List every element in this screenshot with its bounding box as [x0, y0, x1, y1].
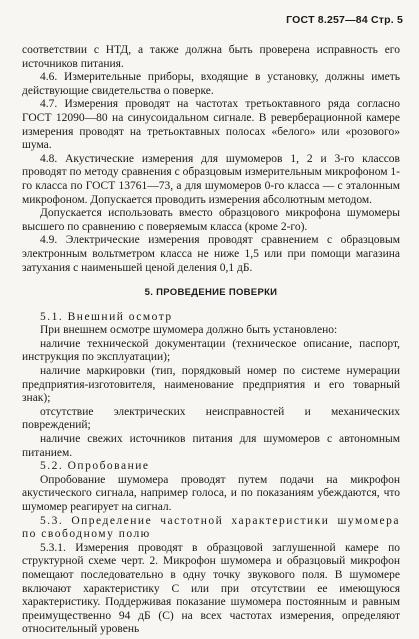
paragraph-4-9: 4.9. Электрические измерения проводят сравнением с образцовым электронным вольтметром класса не ниже 1,5 или при помощи магазина затухания с наименьшей ценой деления 0,1 дБ. [22, 234, 400, 274]
subsection-5-3-1-text: 5.3.1. Измерения проводят в образцовой заглушенной камере по структурной схеме черт. 2. Микрофон шумомера и образцовый микрофон помещают последовательно в одну точку звукового поля. В шумомере включают характеристику С или при отсутствии ее имеющуюся характеристику. Поддерживая показание шумомера постоянным и равным преимущественно 94 дБ (С) на всех частотах измерения, определяют относительный уровень [22, 541, 400, 636]
section-title: 5. ПРОВЕДЕНИЕ ПОВЕРКИ [144, 287, 278, 299]
list-item: отсутствие электрических неисправностей и механических повреждений; [22, 405, 400, 432]
paragraph-4-6: 4.6. Измерительные приборы, входящие в установку, должны иметь действующие свидетельства о поверке. [22, 71, 400, 97]
subsection-5-1-heading: 5.1. Внешний осмотр [40, 310, 173, 323]
document-body [22, 44, 400, 637]
paragraph-continuation: соответствии с НТД, а также должна быть проверена исправность его источников питания. [22, 44, 400, 70]
list-item: наличие маркировки (тип, порядковый номер по системе нумерации предприятия-изготовителя, наименование предприятия и его товарный знак); [22, 365, 400, 405]
subsection-5-1-intro: При внешнем осмотре шумомера должно быть установлено: [40, 324, 338, 337]
paragraph-allowance: Допускается использовать вместо образцового микрофона шумомеры высшего по сравнению с поверяемым класса (кроме 2-го). [22, 207, 400, 233]
subsection-5-2-heading: 5.2. Опробование [40, 460, 150, 473]
list-item: наличие технической документации (техническое описание, паспорт, инструкция по эксплуатации); [22, 337, 400, 364]
subsection-5-2-text: Опробование шумомера проводят путем подачи на микрофон акустического сигнала, например голоса, и по показаниям убеждаются, что шумомер реагирует на сигнал. [22, 473, 400, 513]
list-item: наличие свежих источников питания для шумомеров с автономным питанием. [22, 433, 400, 459]
paragraph-4-7: 4.7. Измерения проводят на частотах третьоктавного ряда согласно ГОСТ 12090—80 на синусоидальном сигнале. В реверберационной камере измерения проводят на третьоктавных полосах «белого» или «розового» шума. [22, 98, 400, 152]
running-header: ГОСТ 8.257—84 Стр. 5 [286, 14, 403, 26]
paragraph-4-8: 4.8. Акустические измерения для шумомеров 1, 2 и 3-го классов проводят по методу сравнения с образцовым измерительным микрофоном 1-го класса по ГОСТ 13761—73, а для шумомеров 0-го класса — с эталонным микрофоном. Допускается проводить измерения абсолютным методом. [22, 152, 400, 206]
subsection-5-3-heading: 5.3. Определение частотной характеристики шумомера по свободному полю [22, 514, 400, 541]
